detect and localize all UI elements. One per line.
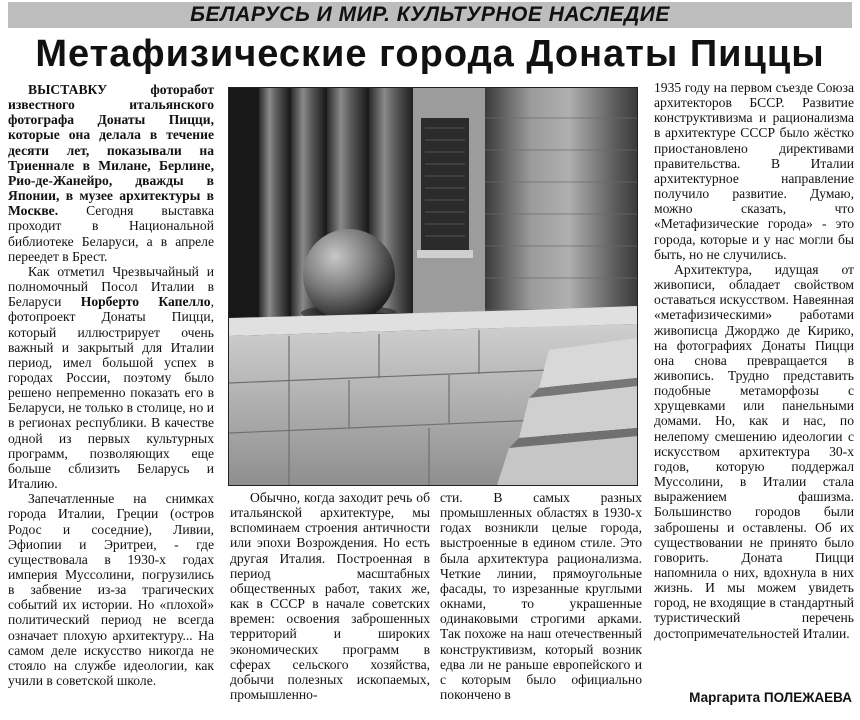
article-column-2: [230, 490, 430, 712]
paragraph: Запечатленные на снимках города Италии, Греции (остров Родос и соседние), Ливии, Эфиопии и Эритреи, - где существовала в 1930-х годах империя Муссолини, погрузились в забвение из-за трагических событий их истории. Но «плохой» политический период не всегда означает плохую архитектуру... На самом деле искусство никогда не стояло на службе идеологии, как учили в советской школе.: [8, 491, 214, 689]
paragraph: Архитектура, идущая от живописи, обладает свойством оставаться искусством. Навеянная «метафизическими» работами живописца Джорджо де Кирико, на фотографиях Донаты Пицци она снова превращается в живопись. Трудно представить подобные метаморфозы с хрущевками или панельными домами. Но, как и нас, по нелепому смешению идеологии с искусством архитектура 30-х годов, которую поддержал Муссолини, в Италии стала выражением фашизма. Большинство городов были заброшены и оставлены. Об их существовании не принято было говорить. Доната Пицци напомнила о них, вдохнула в них жизнь. И мы можем увидеть город, не входящие в стандартный туристический перечень достопримечательностей Италии.: [654, 261, 854, 641]
paragraph: 1935 году на первом съезде Союза архитекторов БССР. Развитие конструктивизма и рационализма в архитектуре СССР было жёстко приостановлено директивами правительства. В Италии архитектурное направление получило развитие. Думаю, можно сказать, что «Метафизические города» - это города, которые и у нас могли бы быть, но не случились.: [654, 80, 854, 262]
article-column-3: [440, 490, 642, 712]
paragraph: Обычно, когда заходит речь об итальянской архитектуре, мы вспоминаем строения античности или эпохи Возрождения. Но есть другая Италия. Построенная в период масштабных общественных работ, таких же, как в СССР в начале советских времен: освоения заброшенных территорий и широких экономических программ в сферах сельского хозяйства, добычи полезных ископаемых, промышленно-: [230, 490, 430, 703]
article-photo: [228, 87, 638, 486]
paragraph: [8, 264, 214, 491]
ambassador-name: Норберто Капелло: [80, 294, 211, 310]
paragraph-text: Как отметил Чрезвычайный и полномочный Посол Италии в Беларуси: [8, 263, 214, 310]
paragraph: сти. В самых разных промышленных областях в 1930-х годах возникли целые города, выстроенные в едином стиле. Это была архитектура рационализма. Четкие линии, прямоугольные фасады, то изрезанные круглыми окнами, то украшенные одинаковыми строгими арками. Так похоже на наш отечественный конструктивизм, который возник едва ли не раньше европейского и с которым было официально покончено в: [440, 490, 642, 703]
section-rubric: БЕЛАРУСЬ И МИР. КУЛЬТУРНОЕ НАСЛЕДИЕ: [8, 2, 852, 28]
article-column-4: [654, 80, 854, 720]
lead-paragraph: [8, 82, 214, 264]
lead-bold-text: ВЫСТАВКУ фоторабот известного итальянского фотографа Донаты Пицци, которые она делала в течение десяти лет, показывали на Триеннале в Милане, Берлине, Рио-де-Жанейро, дважды в Японии, в музее архитектуры в Москве.: [8, 82, 214, 219]
paragraph-text: , фотопроект Донаты Пицци, который иллюстрирует очень важный и закрытый для Италии период, имел большой успех в городах России, поэтому было решено непременно показать его в Беларуси, не только в столице, но и в регионах республики. В качестве одной из первых культурных программ, позволяющих еще больше сблизить Беларусь и Италию.: [8, 294, 214, 492]
article-column-1: [8, 82, 214, 712]
article-headline: Метафизические города Донаты Пиццы: [35, 33, 825, 75]
lead-rest-text: Сегодня выставка проходит в Национальной библиотеке Беларуси, а в апреле переедет в Брест.: [8, 203, 214, 264]
author-byline: Маргарита ПОЛЕЖАЕВА: [685, 690, 852, 706]
